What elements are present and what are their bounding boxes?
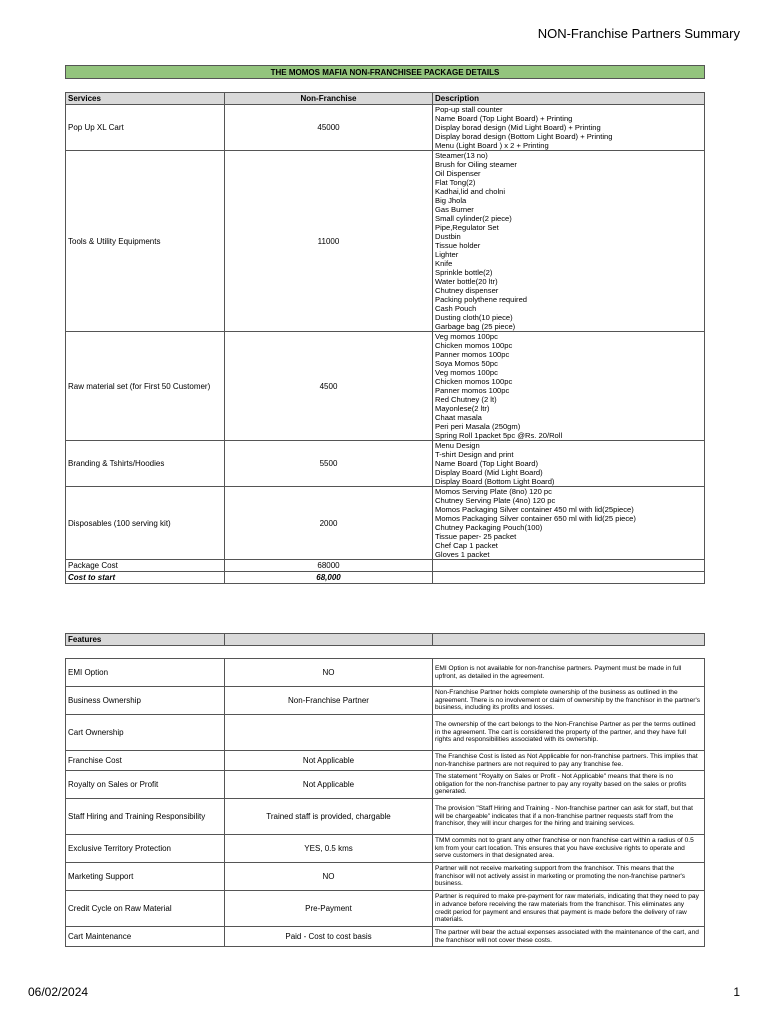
feature-description: The statement "Royalty on Sales or Profit - Not Applicable" means that there is no obligation for the non-franchise partner to pay any royalty based on the sales or profits generated. bbox=[433, 771, 705, 799]
description-item: Steamer(13 no) bbox=[435, 151, 488, 160]
description-item: Momos Packaging Silver container 450 ml with lid(25piece) bbox=[435, 505, 634, 514]
description-item: Water bottle(20 ltr) bbox=[435, 277, 498, 286]
feature-description: TMM commits not to grant any other franchise or non franchise cart within a radius of 0.5 km from your cart location. This ensures that you have exclusive rights to operate and serve customers in that designated area. bbox=[433, 835, 705, 863]
description-item: Momos Serving Plate (8no) 120 pc bbox=[435, 487, 552, 496]
feature-description: Partner is required to make pre-payment for raw materials, indicating that they need to pay in advance before receiving the raw materials from the franchisor. This eliminates any credit period for payment and ensures that payment is made before the delivery of raw materials. bbox=[433, 891, 705, 927]
service-price: 2000 bbox=[225, 487, 433, 560]
description-item: Gloves 1 packet bbox=[435, 550, 490, 559]
description-item: Panner momos 100pc bbox=[435, 386, 510, 395]
feature-value: Not Applicable bbox=[225, 751, 433, 771]
service-description bbox=[433, 105, 705, 151]
service-name: Raw material set (for First 50 Customer) bbox=[66, 332, 225, 441]
description-item: Dustbin bbox=[435, 232, 461, 241]
cost-to-start-label: Cost to start bbox=[66, 572, 225, 584]
description-item: T-shirt Design and print bbox=[435, 450, 514, 459]
description-item: Knife bbox=[435, 259, 453, 268]
feature-name: Royalty on Sales or Profit bbox=[66, 771, 225, 799]
feature-row bbox=[66, 659, 705, 687]
description-item: Chaat masala bbox=[435, 413, 482, 422]
feature-value: NO bbox=[225, 659, 433, 687]
feature-description: EMI Option is not available for non-franchise partners. Payment must be made in full upfront, as detailed in the agreement. bbox=[433, 659, 705, 687]
description-item: Mayonlese(2 ltr) bbox=[435, 404, 490, 413]
feature-value: Pre-Payment bbox=[225, 891, 433, 927]
feature-name: Exclusive Territory Protection bbox=[66, 835, 225, 863]
service-name: Pop Up XL Cart bbox=[66, 105, 225, 151]
feature-description: The partner will bear the actual expenses associated with the maintenance of the cart, and the franchisor will not cover these costs. bbox=[433, 927, 705, 947]
service-description bbox=[433, 441, 705, 487]
description-item: Chef Cap 1 packet bbox=[435, 541, 498, 550]
service-name: Branding & Tshirts/Hoodies bbox=[66, 441, 225, 487]
cost-to-start-value: 68,000 bbox=[225, 572, 433, 584]
feature-name: Cart Ownership bbox=[66, 715, 225, 751]
description-item: Sprinkle bottle(2) bbox=[435, 268, 493, 277]
package-cost-empty bbox=[433, 560, 705, 572]
service-price: 11000 bbox=[225, 151, 433, 332]
service-description bbox=[433, 151, 705, 332]
footer-page-number: 1 bbox=[733, 985, 740, 999]
feature-description: The Franchise Cost is listed as Not Applicable for non-franchise partners. This implies that non-franchise partners are not required to pay any franchise fee. bbox=[433, 751, 705, 771]
col-description-header: Description bbox=[433, 93, 705, 105]
description-item: Pipe,Regulator Set bbox=[435, 223, 499, 232]
service-price: 45000 bbox=[225, 105, 433, 151]
description-item: Tissue paper- 25 packet bbox=[435, 532, 517, 541]
description-item: Name Board (Top Light Board) bbox=[435, 459, 538, 468]
col-non-franchise-header: Non-Franchise bbox=[225, 93, 433, 105]
feature-value: Trained staff is provided, chargable bbox=[225, 799, 433, 835]
feature-value: NO bbox=[225, 863, 433, 891]
page-header-title: NON-Franchise Partners Summary bbox=[537, 26, 740, 41]
description-item: Oil Dispenser bbox=[435, 169, 481, 178]
description-item: Display borad design (Mid Light Board) + Printing bbox=[435, 123, 601, 132]
feature-row bbox=[66, 835, 705, 863]
service-name: Tools & Utility Equipments bbox=[66, 151, 225, 332]
feature-row bbox=[66, 863, 705, 891]
feature-description: Non-Franchise Partner holds complete ownership of the business as outlined in the agreement. There is no involvement or claim of ownership by the franchisor in the partner's business, including its profits and losses. bbox=[433, 687, 705, 715]
service-name: Disposables (100 serving kit) bbox=[66, 487, 225, 560]
features-header-empty-1 bbox=[225, 634, 433, 646]
description-item: Brush for Oiling steamer bbox=[435, 160, 517, 169]
description-item: Cash Pouch bbox=[435, 304, 477, 313]
description-item: Lighter bbox=[435, 250, 459, 259]
feature-description: The provision "Staff Hiring and Training - Non-franchise partner can ask for staff, but that will be chargeable" indicates that if a non-franchise partner requests staff from the franchisor, they will incur charges for the hiring and training services. bbox=[433, 799, 705, 835]
description-item: Chicken momos 100pc bbox=[435, 377, 513, 386]
description-item: Name Board (Top Light Board) + Printing bbox=[435, 114, 573, 123]
description-item: Panner momos 100pc bbox=[435, 350, 510, 359]
description-item: Packing polythene required bbox=[435, 295, 528, 304]
description-item: Spring Roll 1packet 5pc @Rs. 20/Roll bbox=[435, 431, 563, 440]
description-item: Veg momos 100pc bbox=[435, 368, 498, 377]
cost-to-start-empty bbox=[433, 572, 705, 584]
footer-date: 06/02/2024 bbox=[28, 985, 89, 999]
feature-description: The ownership of the cart belongs to the Non-Franchise Partner as per the terms outlined in the agreement. The cart is considered the property of the partner, and they have full rights and responsibilities associated with its ownership. bbox=[433, 715, 705, 751]
description-item: Kadhai,lid and cholni bbox=[435, 187, 506, 196]
feature-value: Not Applicable bbox=[225, 771, 433, 799]
description-item: Chicken momos 100pc bbox=[435, 341, 513, 350]
package-row bbox=[66, 151, 705, 332]
description-item: Menu (Light Board ) x 2 + Printing bbox=[435, 141, 549, 150]
description-item: Small cylinder(2 piece) bbox=[435, 214, 512, 223]
feature-value: Non-Franchise Partner bbox=[225, 687, 433, 715]
feature-name: Business Ownership bbox=[66, 687, 225, 715]
package-details-table bbox=[65, 65, 705, 584]
description-item: Display Board (Bottom Light Board) bbox=[435, 477, 555, 486]
package-row bbox=[66, 487, 705, 560]
description-item: Tissue holder bbox=[435, 241, 481, 250]
feature-row bbox=[66, 751, 705, 771]
feature-value bbox=[225, 715, 433, 751]
package-banner: THE MOMOS MAFIA NON-FRANCHISEE PACKAGE DETAILS bbox=[66, 66, 705, 79]
description-item: Display borad design (Bottom Light Board) + Printing bbox=[435, 132, 613, 141]
feature-name: Credit Cycle on Raw Material bbox=[66, 891, 225, 927]
description-item: Momos Packaging Silver container 650 ml with lid(25 piece) bbox=[435, 514, 636, 523]
description-item: Soya Momos 50pc bbox=[435, 359, 498, 368]
feature-name: Marketing Support bbox=[66, 863, 225, 891]
package-row bbox=[66, 332, 705, 441]
feature-row bbox=[66, 891, 705, 927]
feature-name: EMI Option bbox=[66, 659, 225, 687]
feature-name: Cart Maintenance bbox=[66, 927, 225, 947]
col-services-header: Services bbox=[66, 93, 225, 105]
description-item: Red Chutney (2 lt) bbox=[435, 395, 497, 404]
package-row bbox=[66, 441, 705, 487]
package-row bbox=[66, 105, 705, 151]
package-cost-label: Package Cost bbox=[66, 560, 225, 572]
feature-row bbox=[66, 715, 705, 751]
features-table bbox=[65, 633, 705, 947]
service-description bbox=[433, 487, 705, 560]
description-item: Chutney Packaging Pouch(100) bbox=[435, 523, 543, 532]
description-item: Chutney dispenser bbox=[435, 286, 499, 295]
description-item: Dusting cloth(10 piece) bbox=[435, 313, 513, 322]
description-item: Gas Burner bbox=[435, 205, 474, 214]
description-item: Garbage bag (25 piece) bbox=[435, 322, 516, 331]
feature-value: YES, 0.5 kms bbox=[225, 835, 433, 863]
feature-description: Partner will not receive marketing support from the franchisor. This means that the franchisor will not actively assist in marketing or promoting the non-franchise partner's business. bbox=[433, 863, 705, 891]
service-description bbox=[433, 332, 705, 441]
description-item: Pop-up stall counter bbox=[435, 105, 503, 114]
package-cost-value: 68000 bbox=[225, 560, 433, 572]
description-item: Display Board (Mid Light Board) bbox=[435, 468, 543, 477]
feature-name: Staff Hiring and Training Responsibility bbox=[66, 799, 225, 835]
feature-row bbox=[66, 927, 705, 947]
description-item: Flat Tong(2) bbox=[435, 178, 476, 187]
feature-row bbox=[66, 799, 705, 835]
feature-row bbox=[66, 687, 705, 715]
service-price: 4500 bbox=[225, 332, 433, 441]
service-price: 5500 bbox=[225, 441, 433, 487]
feature-value: Paid - Cost to cost basis bbox=[225, 927, 433, 947]
description-item: Veg momos 100pc bbox=[435, 332, 498, 341]
feature-row bbox=[66, 771, 705, 799]
description-item: Menu Design bbox=[435, 441, 480, 450]
description-item: Big Jhola bbox=[435, 196, 467, 205]
description-item: Chutney Serving Plate (4no) 120 pc bbox=[435, 496, 556, 505]
feature-name: Franchise Cost bbox=[66, 751, 225, 771]
features-header-empty-2 bbox=[433, 634, 705, 646]
description-item: Peri peri Masala (250gm) bbox=[435, 422, 521, 431]
features-header: Features bbox=[66, 634, 225, 646]
